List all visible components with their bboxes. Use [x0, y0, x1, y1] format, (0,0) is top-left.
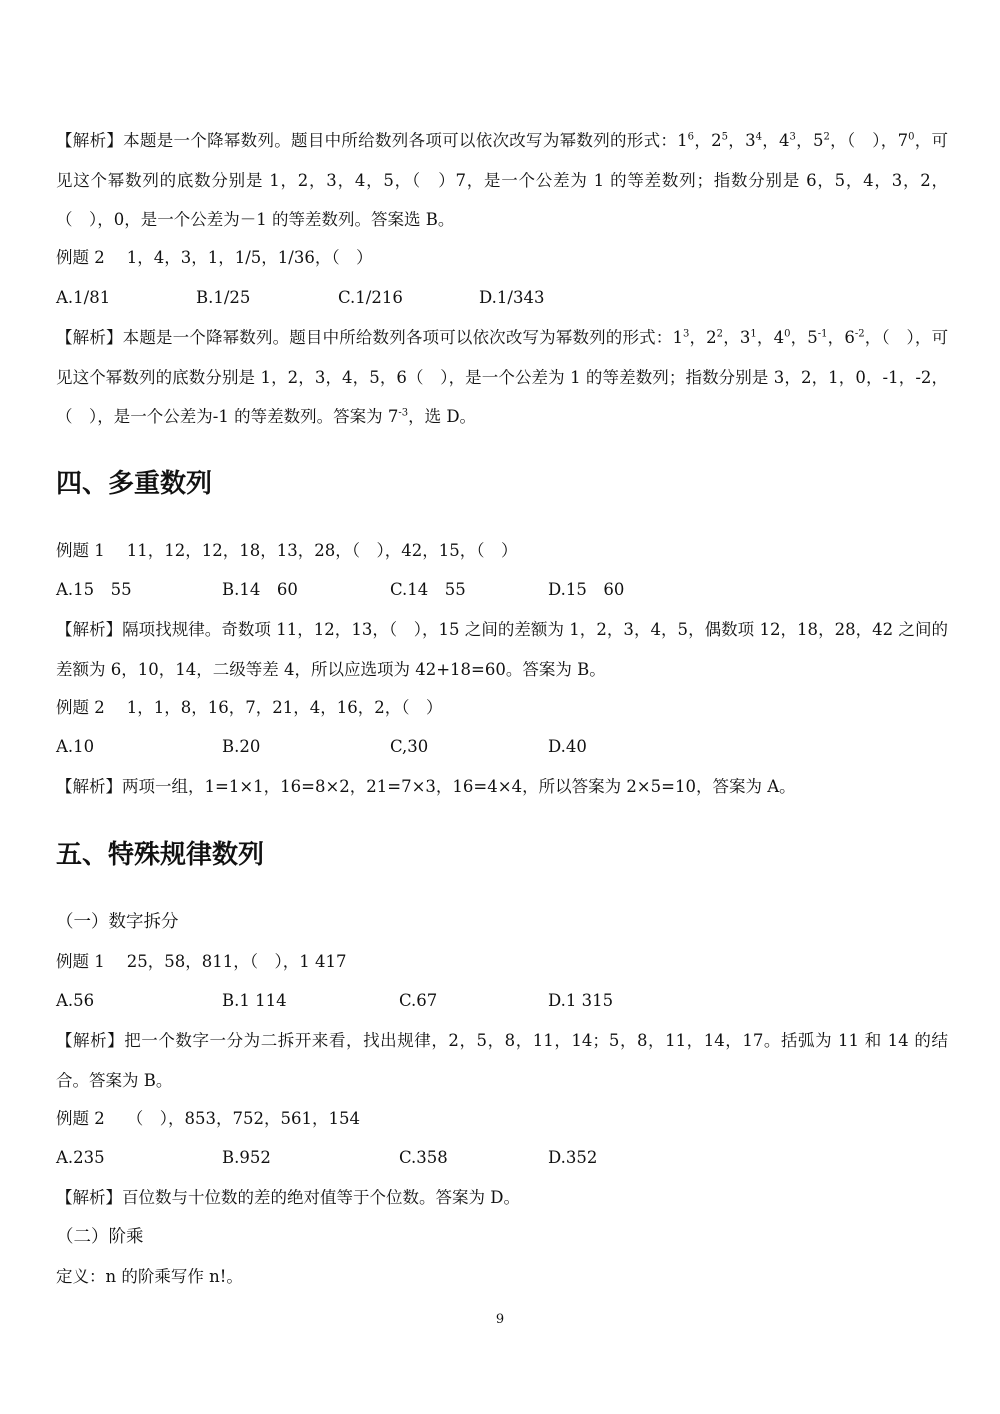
example-label: 例题 1 [56, 952, 105, 971]
answer-base: 7 [387, 407, 399, 426]
power-base: 2 [711, 131, 722, 150]
analysis-text: 百位数与十位数的差的绝对值等于个位数。答案为 D。 [122, 1188, 520, 1207]
analysis-text: 本题是一个降幂数列。题目中所给数列各项可以依次改写为幂数列的形式： [122, 328, 673, 347]
option-a: A.15 55 [56, 580, 132, 599]
example-question [56, 1107, 360, 1131]
power-term-list [672, 328, 931, 347]
option-b: B.952 [222, 1148, 271, 1167]
power-term-list [677, 131, 931, 150]
power-exponent: -1 [817, 328, 828, 340]
term-separator: ， [689, 328, 707, 347]
analysis-label: 【解析】 [56, 620, 123, 639]
example-question [56, 539, 517, 563]
analysis-text: 两项一组，1=1×1，16=8×2，21=7×3，16=4×4，所以答案为 2×5=10，答案为 A。 [122, 777, 796, 796]
option-d: D.15 60 [548, 580, 625, 599]
example-sequence: 25，58，811，（ ），1 417 [126, 952, 347, 971]
section-heading: 五、特殊规律数列 [56, 840, 265, 870]
option-d: D.40 [548, 737, 587, 756]
option-b: B.14 60 [222, 580, 298, 599]
power-base: 5 [812, 131, 824, 150]
option-c: C.67 [399, 991, 438, 1010]
analysis-text: 可见这个幂数列的底数分别是 1，2，3，4，5，（ ）7，是一个公差为 1 的等差数列；指数分别是 6，5，4，3，2，（ ），0，是一个公差为－1 的等差数列。答案选 B。 [56, 131, 949, 229]
term-separator: ， [827, 328, 845, 347]
term-separator: ， [790, 328, 808, 347]
power-exponent: -2 [854, 328, 865, 340]
power-exponent: 1 [750, 328, 757, 340]
analysis-text: ，选 D。 [408, 407, 477, 426]
analysis-text: 隔项找规律。奇数项 11，12，13，（ ），15 之间的差额为 1，2，3，4，5，偶数项 12，18，28，42 之间的差额为 6，10，14，二级等差 4，所以应选项为 42+18=60。答案为 B。 [56, 620, 948, 679]
power-base: 1 [672, 328, 683, 347]
example-label: 例题 2 [56, 248, 105, 267]
option-a: A.235 [56, 1148, 105, 1167]
option-c: C.14 55 [390, 580, 466, 599]
power-base: 3 [739, 328, 751, 347]
example-label: 例题 2 [56, 1109, 105, 1128]
power-exponent: 0 [784, 328, 791, 340]
example-label: 例题 2 [56, 698, 105, 717]
analysis-text: 本题是一个降幂数列。题目中所给数列各项可以依次改写为幂数列的形式： [123, 131, 678, 150]
power-exponent: 2 [716, 328, 724, 340]
example-question [56, 696, 442, 720]
page-number: 9 [495, 1312, 505, 1327]
analysis-label: 【解析】 [56, 328, 123, 347]
power-base: 4 [773, 328, 785, 347]
power-base: 2 [706, 328, 717, 347]
analysis-paragraph [56, 610, 948, 689]
option-d: D.1 315 [548, 991, 614, 1010]
power-base: 6 [844, 328, 855, 347]
analysis-paragraph [56, 1186, 520, 1210]
term-separator: ， [914, 131, 932, 150]
power-base: 1 [677, 131, 688, 150]
analysis-paragraph [56, 775, 796, 799]
power-exponent: 2 [823, 131, 830, 143]
term-separator: ， [694, 131, 712, 150]
analysis-paragraph [56, 1021, 948, 1100]
example-sequence: 1，4，3，1，1/5，1/36，（ ） [126, 248, 373, 267]
option-a: A.10 [56, 737, 95, 756]
section-heading: 四、多重数列 [56, 469, 213, 499]
power-exponent: 4 [755, 131, 762, 143]
option-a: A.1/81 [56, 288, 111, 307]
analysis-text: 可见这个幂数列的底数分别是 1，2，3，4，5，6（ ），是一个公差为 1 的等差数列；指数分别是 3，2，1，0，-1，-2，（ ），是一个公差为-1 的等差数列。答案为 [56, 328, 949, 426]
example-sequence: 1，1，8，16，7，21，4，16，2，（ ） [126, 698, 443, 717]
term-separator: ，（ ）， [864, 328, 932, 347]
definition-text: 定义：n 的阶乘写作 n!。 [56, 1267, 243, 1286]
term-separator: ， [727, 131, 746, 150]
option-b: B.1 114 [222, 991, 287, 1010]
example-sequence: 11，12，12，18，13，28，（ ），42，15，（ ） [126, 541, 518, 560]
term-separator: ， [723, 328, 740, 347]
power-base: 7 [897, 131, 909, 150]
subsection-heading: （二）阶乘 [56, 1227, 144, 1247]
example-question [56, 246, 373, 270]
power-exponent: 3 [682, 328, 690, 340]
option-c: C.1/216 [338, 288, 403, 307]
term-separator: ， [761, 131, 780, 150]
option-a: A.56 [56, 991, 95, 1010]
example-sequence: （ ），853，752，561，154 [126, 1109, 360, 1128]
example-label: 例题 1 [56, 541, 105, 560]
option-d: D.352 [548, 1148, 598, 1167]
analysis-label: 【解析】 [56, 1031, 125, 1050]
power-base: 4 [779, 131, 790, 150]
analysis-label: 【解析】 [56, 131, 124, 150]
subsection-heading: （一）数字拆分 [56, 912, 179, 932]
term-separator: ， [795, 131, 813, 150]
option-d: D.1/343 [479, 288, 545, 307]
term-separator: ，（ ）， [829, 131, 898, 150]
power-exponent: 3 [789, 131, 796, 143]
analysis-label: 【解析】 [56, 1188, 122, 1207]
term-separator: ， [756, 328, 774, 347]
option-b: B.1/25 [196, 288, 251, 307]
option-c: C.358 [399, 1148, 448, 1167]
analysis-paragraph [56, 318, 948, 437]
option-c: C,30 [390, 737, 429, 756]
power-exponent: 5 [721, 131, 728, 143]
power-exponent: 0 [908, 131, 915, 143]
analysis-text: 把一个数字一分为二拆开来看，找出规律，2，5，8，11，14；5，8，11，14，17。括弧为 11 和 14 的结合。答案为 B。 [56, 1031, 948, 1090]
power-base: 5 [807, 328, 818, 347]
analysis-paragraph [56, 121, 948, 240]
power-base: 3 [745, 131, 756, 150]
example-question [56, 950, 346, 974]
power-exponent: 6 [687, 131, 695, 143]
analysis-label: 【解析】 [56, 777, 122, 796]
answer-exponent: -3 [398, 407, 409, 419]
option-b: B.20 [222, 737, 261, 756]
